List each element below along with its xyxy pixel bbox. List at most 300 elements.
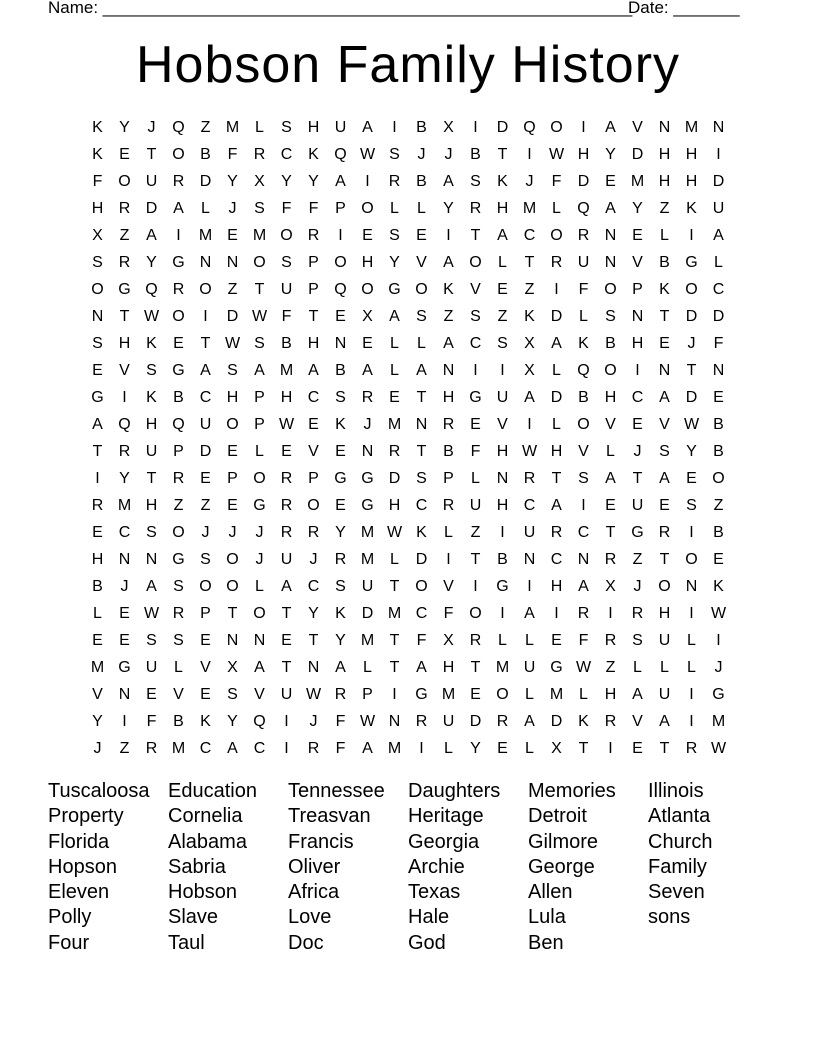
grid-letter: A: [146, 577, 157, 595]
grid-letter: X: [605, 577, 616, 595]
grid-letter: R: [280, 469, 293, 487]
grid-letter: D: [469, 712, 482, 730]
grid-letter: D: [712, 172, 725, 190]
grid-letter: L: [390, 334, 399, 352]
grid-letter: F: [551, 172, 562, 190]
grid-letter: R: [496, 712, 509, 730]
grid-letter: W: [359, 712, 376, 730]
grid-letter: A: [551, 496, 562, 514]
grid-letter: S: [686, 496, 697, 514]
grid-letter: O: [172, 145, 185, 163]
grid-letter: O: [253, 604, 266, 622]
grid-letter: A: [713, 226, 724, 244]
word-bank-item: Tennessee: [288, 780, 385, 802]
grid-letter: D: [550, 307, 563, 325]
grid-letter: A: [335, 172, 346, 190]
word-bank-item: Four: [48, 931, 90, 954]
grid-letter: Q: [577, 199, 590, 217]
grid-letter: M: [171, 739, 186, 757]
grid-letter: R: [469, 631, 482, 649]
word-bank-item: Doc: [288, 931, 324, 954]
grid-letter: I: [419, 739, 424, 757]
grid-letter: I: [689, 712, 694, 730]
grid-letter: A: [578, 577, 589, 595]
grid-letter: N: [361, 442, 374, 460]
grid-letter: O: [469, 604, 482, 622]
grid-letter: E: [92, 631, 103, 649]
grid-letter: L: [444, 739, 453, 757]
grid-letter: N: [307, 658, 320, 676]
grid-letter: E: [227, 442, 238, 460]
grid-letter: V: [308, 442, 319, 460]
grid-letter: O: [415, 577, 428, 595]
grid-letter: B: [659, 253, 670, 271]
grid-letter: M: [90, 658, 105, 676]
grid-letter: R: [280, 496, 293, 514]
grid-letter: D: [226, 307, 239, 325]
word-bank-item: Oliver: [288, 855, 341, 878]
grid-letter: V: [578, 442, 589, 460]
grid-letter: U: [145, 172, 158, 190]
grid-letter: A: [254, 361, 265, 379]
grid-letter: Z: [659, 199, 670, 217]
grid-letter: L: [525, 631, 534, 649]
grid-letter: P: [200, 604, 211, 622]
grid-letter: J: [714, 658, 723, 676]
word-bank-item: Seven: [648, 881, 705, 904]
grid-letter: B: [497, 550, 508, 568]
grid-letter: S: [335, 388, 346, 406]
grid-letter: T: [659, 307, 670, 325]
word-bank-item: George: [528, 855, 595, 878]
grid-letter: T: [281, 604, 292, 622]
grid-letter: A: [443, 172, 454, 190]
grid-letter: T: [308, 307, 319, 325]
grid-letter: I: [500, 361, 505, 379]
grid-letter: A: [416, 361, 427, 379]
grid-letter: S: [659, 442, 670, 460]
grid-letter: A: [497, 226, 508, 244]
grid-row: [84, 546, 732, 573]
grid-letter: N: [334, 334, 347, 352]
grid-letter: J: [417, 145, 426, 163]
grid-letter: O: [226, 577, 239, 595]
word-bank-item: Georgia: [408, 830, 480, 853]
grid-letter: Y: [632, 199, 643, 217]
grid-letter: Z: [497, 307, 508, 325]
grid-letter: L: [201, 199, 210, 217]
grid-letter: I: [473, 118, 478, 136]
grid-letter: R: [172, 604, 185, 622]
grid-letter: J: [201, 523, 210, 541]
grid-letter: D: [685, 307, 698, 325]
grid-letter: E: [119, 604, 130, 622]
grid-letter: H: [658, 172, 671, 190]
grid-letter: N: [631, 307, 644, 325]
grid-letter: L: [660, 226, 669, 244]
grid-letter: I: [338, 226, 343, 244]
grid-letter: M: [225, 118, 240, 136]
grid-letter: K: [146, 388, 157, 406]
grid-letter: Q: [334, 145, 347, 163]
grid-letter: V: [416, 253, 427, 271]
grid-letter: G: [253, 496, 266, 514]
grid-letter: O: [415, 280, 428, 298]
grid-letter: M: [549, 685, 564, 703]
grid-letter: R: [442, 496, 455, 514]
grid-letter: K: [443, 280, 454, 298]
grid-letter: V: [443, 577, 454, 595]
grid-letter: P: [308, 469, 319, 487]
grid-letter: G: [631, 523, 644, 541]
grid-letter: V: [605, 415, 616, 433]
grid-letter: A: [362, 739, 373, 757]
grid-letter: I: [392, 685, 397, 703]
word-bank-item: Florida: [48, 830, 110, 853]
grid-letter: D: [199, 442, 212, 460]
grid-letter: E: [119, 631, 130, 649]
grid-letter: E: [335, 307, 346, 325]
grid-row: [84, 222, 732, 249]
grid-letter: I: [122, 712, 127, 730]
grid-letter: H: [496, 442, 509, 460]
grid-letter: S: [254, 334, 265, 352]
grid-letter: P: [335, 199, 346, 217]
grid-letter: Y: [92, 712, 103, 730]
grid-letter: N: [442, 361, 455, 379]
grid-row: [84, 195, 732, 222]
grid-letter: O: [172, 523, 185, 541]
grid-letter: A: [200, 361, 211, 379]
word-bank-item: Cornelia: [168, 805, 243, 828]
grid-letter: P: [254, 415, 265, 433]
grid-letter: I: [689, 604, 694, 622]
grid-letter: Y: [308, 604, 319, 622]
grid-letter: E: [470, 685, 481, 703]
grid-letter: M: [441, 685, 456, 703]
grid-letter: P: [362, 685, 373, 703]
grid-letter: T: [389, 577, 400, 595]
grid-letter: S: [416, 469, 427, 487]
grid-letter: G: [361, 496, 374, 514]
grid-letter: D: [496, 118, 509, 136]
grid-letter: E: [200, 631, 211, 649]
grid-letter: W: [386, 523, 403, 541]
grid-letter: A: [362, 118, 373, 136]
grid-letter: S: [173, 577, 184, 595]
grid-letter: L: [255, 442, 264, 460]
grid-letter: K: [524, 307, 535, 325]
grid-letter: V: [497, 415, 508, 433]
grid-letter: F: [470, 442, 481, 460]
grid-letter: L: [660, 658, 669, 676]
word-bank-item: Allen: [528, 881, 573, 904]
grid-letter: B: [173, 388, 184, 406]
grid-letter: D: [712, 307, 725, 325]
grid-letter: I: [473, 361, 478, 379]
grid-letter: C: [199, 388, 212, 406]
word-bank-item: Heritage: [408, 805, 484, 828]
grid-letter: U: [658, 685, 671, 703]
grid-letter: M: [279, 361, 294, 379]
grid-letter: N: [118, 685, 131, 703]
grid-letter: M: [360, 631, 375, 649]
grid-letter: Y: [443, 199, 454, 217]
grid-letter: H: [658, 145, 671, 163]
grid-letter: F: [308, 199, 319, 217]
word-bank-item: Gilmore: [528, 830, 599, 853]
word-bank-item: Archie: [408, 855, 465, 878]
grid-letter: O: [280, 226, 293, 244]
grid-letter: H: [307, 118, 320, 136]
grid-letter: E: [119, 145, 130, 163]
grid-letter: K: [416, 523, 427, 541]
grid-row: [84, 141, 732, 168]
word-bank-item: Eleven: [48, 881, 110, 904]
word-bank-item: Lula: [528, 906, 566, 929]
grid-letter: D: [361, 604, 374, 622]
grid-letter: I: [500, 523, 505, 541]
grid-letter: M: [360, 523, 375, 541]
grid-letter: S: [470, 172, 481, 190]
grid-letter: R: [307, 523, 320, 541]
grid-letter: F: [227, 145, 238, 163]
grid-letter: E: [551, 631, 562, 649]
grid-letter: J: [93, 739, 102, 757]
grid-letter: C: [253, 739, 266, 757]
grid-letter: O: [550, 226, 563, 244]
grid-letter: E: [659, 496, 670, 514]
grid-letter: S: [173, 631, 184, 649]
grid-letter: U: [334, 118, 347, 136]
grid-letter: A: [524, 712, 535, 730]
grid-letter: R: [631, 604, 644, 622]
grid-letter: R: [685, 739, 698, 757]
grid-letter: E: [200, 685, 211, 703]
grid-letter: Y: [335, 631, 346, 649]
grid-letter: I: [689, 226, 694, 244]
grid-letter: M: [711, 712, 726, 730]
grid-letter: T: [389, 658, 400, 676]
grid-row: [84, 492, 732, 519]
date-field-label: Date: _______: [628, 0, 740, 17]
grid-letter: Z: [200, 496, 211, 514]
grid-letter: H: [550, 442, 563, 460]
word-bank-item: Africa: [288, 881, 340, 904]
grid-letter: I: [446, 226, 451, 244]
grid-letter: L: [390, 199, 399, 217]
grid-letter: G: [172, 253, 185, 271]
grid-letter: S: [92, 253, 103, 271]
grid-letter: H: [91, 550, 104, 568]
grid-letter: N: [145, 550, 158, 568]
grid-letter: A: [632, 685, 643, 703]
grid-letter: D: [145, 199, 158, 217]
grid-letter: V: [200, 658, 211, 676]
grid-letter: G: [712, 685, 725, 703]
grid-letter: J: [255, 523, 264, 541]
grid-letter: E: [281, 442, 292, 460]
grid-letter: C: [577, 523, 590, 541]
grid-letter: X: [443, 118, 454, 136]
word-bank-item: Hale: [408, 906, 450, 929]
grid-letter: I: [581, 118, 586, 136]
grid-letter: M: [360, 550, 375, 568]
grid-letter: F: [335, 712, 346, 730]
grid-letter: N: [226, 631, 239, 649]
grid-letter: I: [527, 577, 532, 595]
word-bank-item: Hopson: [48, 855, 117, 878]
grid-letter: J: [228, 199, 237, 217]
grid-letter: W: [305, 685, 322, 703]
grid-letter: M: [495, 658, 510, 676]
word-bank-item: Illinois: [648, 780, 704, 802]
grid-letter: B: [335, 361, 346, 379]
grid-row: [84, 411, 732, 438]
grid-letter: U: [280, 685, 293, 703]
grid-letter: I: [608, 739, 613, 757]
grid-letter: H: [388, 496, 401, 514]
grid-letter: H: [631, 334, 644, 352]
grid-letter: T: [119, 307, 130, 325]
grid-letter: I: [284, 712, 289, 730]
grid-letter: D: [577, 172, 590, 190]
grid-letter: O: [685, 280, 698, 298]
grid-letter: M: [684, 118, 699, 136]
grid-letter: V: [173, 685, 184, 703]
grid-letter: W: [251, 307, 268, 325]
grid-letter: P: [254, 388, 265, 406]
grid-letter: R: [442, 415, 455, 433]
grid-letter: E: [227, 496, 238, 514]
grid-letter: I: [446, 550, 451, 568]
grid-letter: D: [631, 145, 644, 163]
grid-letter: N: [388, 712, 401, 730]
grid-letter: H: [550, 577, 563, 595]
grid-letter: L: [417, 334, 426, 352]
grid-letter: K: [146, 334, 157, 352]
grid-letter: K: [308, 145, 319, 163]
grid-letter: C: [523, 226, 536, 244]
grid-letter: N: [658, 118, 671, 136]
grid-letter: I: [554, 280, 559, 298]
grid-letter: R: [253, 145, 266, 163]
grid-letter: P: [443, 469, 454, 487]
grid-letter: T: [389, 631, 400, 649]
grid-letter: L: [606, 442, 615, 460]
grid-letter: T: [146, 145, 157, 163]
grid-letter: D: [199, 172, 212, 190]
grid-letter: E: [281, 631, 292, 649]
grid-letter: L: [417, 199, 426, 217]
grid-letter: L: [471, 469, 480, 487]
grid-letter: K: [686, 199, 697, 217]
word-bank-item: Treasvan: [288, 805, 371, 828]
grid-letter: B: [416, 172, 427, 190]
grid-letter: Y: [335, 523, 346, 541]
grid-letter: C: [469, 334, 482, 352]
grid-letter: V: [92, 685, 103, 703]
grid-letter: L: [444, 523, 453, 541]
grid-letter: N: [577, 550, 590, 568]
grid-letter: N: [496, 469, 509, 487]
grid-letter: C: [415, 604, 428, 622]
grid-letter: Y: [308, 172, 319, 190]
grid-letter: H: [280, 388, 293, 406]
grid-letter: R: [604, 712, 617, 730]
grid-letter: I: [365, 172, 370, 190]
grid-letter: R: [658, 523, 671, 541]
grid-letter: F: [713, 334, 724, 352]
grid-letter: T: [146, 469, 157, 487]
grid-letter: V: [659, 415, 670, 433]
grid-letter: R: [523, 469, 536, 487]
name-field-label: Name: ________________________________________________________: [48, 0, 633, 17]
grid-letter: E: [92, 361, 103, 379]
grid-letter: E: [200, 469, 211, 487]
grid-letter: I: [635, 361, 640, 379]
grid-letter: J: [255, 550, 264, 568]
grid-letter: T: [200, 334, 211, 352]
grid-letter: N: [523, 550, 536, 568]
grid-letter: Z: [632, 550, 643, 568]
grid-letter: O: [604, 361, 617, 379]
grid-letter: W: [143, 307, 160, 325]
word-search-grid: [84, 114, 732, 762]
grid-letter: L: [579, 307, 588, 325]
grid-row: [84, 303, 732, 330]
grid-letter: F: [335, 739, 346, 757]
grid-letter: Q: [145, 280, 158, 298]
grid-letter: I: [284, 739, 289, 757]
grid-letter: U: [280, 550, 293, 568]
word-bank-item: Memories: [528, 780, 616, 802]
grid-letter: B: [470, 145, 481, 163]
grid-letter: G: [334, 469, 347, 487]
grid-letter: E: [416, 226, 427, 244]
grid-letter: L: [255, 118, 264, 136]
grid-letter: V: [632, 712, 643, 730]
grid-letter: R: [415, 712, 428, 730]
grid-letter: L: [633, 658, 642, 676]
grid-letter: F: [146, 712, 157, 730]
grid-letter: Y: [119, 469, 130, 487]
grid-letter: L: [390, 550, 399, 568]
grid-letter: T: [659, 739, 670, 757]
grid-letter: C: [118, 523, 131, 541]
grid-letter: J: [309, 550, 318, 568]
grid-letter: Y: [389, 253, 400, 271]
grid-letter: Q: [118, 415, 131, 433]
grid-letter: K: [335, 604, 346, 622]
grid-letter: S: [146, 523, 157, 541]
grid-letter: A: [659, 712, 670, 730]
grid-letter: E: [335, 442, 346, 460]
grid-letter: A: [605, 469, 616, 487]
grid-letter: Q: [172, 415, 185, 433]
grid-letter: R: [388, 442, 401, 460]
grid-letter: U: [658, 631, 671, 649]
grid-letter: N: [253, 631, 266, 649]
grid-letter: D: [550, 388, 563, 406]
grid-row: [84, 249, 732, 276]
grid-letter: A: [281, 577, 292, 595]
grid-letter: S: [254, 199, 265, 217]
grid-letter: O: [226, 415, 239, 433]
grid-letter: V: [254, 685, 265, 703]
grid-letter: W: [548, 145, 565, 163]
grid-letter: R: [334, 685, 347, 703]
